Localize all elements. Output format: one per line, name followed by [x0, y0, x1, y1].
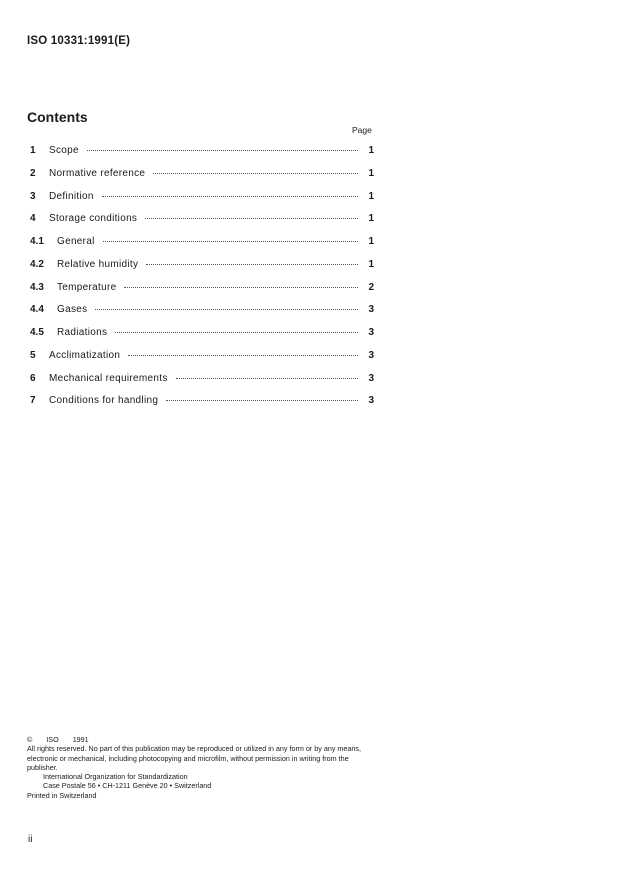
toc-entry-title: Acclimatization: [49, 349, 121, 361]
dot-leader: [145, 218, 358, 219]
toc-entry-acclimatization[interactable]: [30, 350, 374, 373]
dot-leader: [176, 378, 358, 379]
copyright-org: ISO: [46, 735, 59, 744]
toc-entry-number: 5: [30, 349, 36, 361]
table-of-contents: [30, 145, 374, 418]
dot-leader: [153, 173, 358, 174]
toc-entry-temperature[interactable]: [30, 282, 374, 305]
toc-entry-definition[interactable]: [30, 191, 374, 214]
toc-entry-page: 1: [368, 258, 374, 270]
toc-entry-mechanical-requirements[interactable]: [30, 373, 374, 396]
toc-entry-page: 3: [368, 327, 374, 338]
toc-entry-title: Definition: [49, 190, 94, 202]
toc-entry-number: 1: [30, 145, 36, 156]
dot-leader: [115, 332, 358, 333]
toc-entry-storage-conditions[interactable]: [30, 213, 374, 236]
toc-entry-title: General: [57, 236, 95, 247]
dot-leader: [128, 355, 358, 356]
dot-leader: [103, 241, 358, 242]
copyright-symbol: ©: [27, 735, 33, 744]
organization-name: International Organization for Standardization: [43, 772, 188, 782]
toc-entry-page: 1: [368, 190, 374, 202]
organization-address: Case Postale 56 • CH-1211 Genève 20 • Switzerland: [43, 781, 212, 791]
toc-entry-number: 4.3: [30, 281, 44, 293]
toc-entry-title: Temperature: [57, 281, 117, 293]
toc-entry-title: Mechanical requirements: [49, 372, 168, 384]
toc-entry-title: Storage conditions: [49, 213, 138, 225]
page-number: ii: [28, 834, 33, 845]
toc-entry-normative-reference[interactable]: [30, 168, 374, 191]
copyright-line: [27, 735, 377, 744]
contents-heading: Contents: [27, 109, 88, 125]
toc-entry-title: Normative reference: [49, 167, 146, 179]
page-column-label: Page: [352, 125, 372, 135]
toc-entry-page: 1: [368, 167, 374, 179]
toc-entry-page: 3: [368, 372, 374, 384]
dot-leader: [95, 309, 358, 310]
toc-entry-number: 6: [30, 372, 36, 384]
toc-entry-number: 7: [30, 395, 36, 407]
document-identifier: ISO 10331:1991(E): [27, 35, 131, 47]
toc-entry-page: 3: [368, 349, 374, 361]
dot-leader: [146, 264, 358, 265]
toc-entry-general[interactable]: [30, 236, 374, 259]
toc-entry-number: 2: [30, 167, 36, 179]
toc-entry-conditions-for-handling[interactable]: [30, 395, 374, 418]
toc-entry-title: Gases: [57, 304, 88, 316]
dot-leader: [102, 196, 358, 197]
toc-entry-number: 4.4: [30, 304, 44, 316]
dot-leader: [124, 287, 358, 288]
toc-entry-number: 3: [30, 190, 36, 202]
toc-entry-relative-humidity[interactable]: [30, 259, 374, 282]
dot-leader: [87, 150, 358, 151]
toc-entry-scope[interactable]: [30, 145, 374, 168]
toc-entry-title: Scope: [49, 145, 79, 156]
toc-entry-page: 1: [368, 236, 374, 247]
copyright-year: 1991: [72, 735, 89, 744]
copyright-notice: [27, 735, 377, 800]
toc-entry-page: 3: [368, 395, 374, 407]
rights-statement: All rights reserved. No part of this publication may be reproduced or utilized in any form or by any means, electronic or mechanical, including photocopying and microfilm, without permission in writing from the publisher.: [27, 744, 361, 772]
toc-entry-page: 2: [368, 281, 374, 293]
toc-entry-title: Relative humidity: [57, 258, 139, 270]
dot-leader: [166, 400, 358, 401]
toc-entry-page: 1: [368, 145, 374, 156]
toc-entry-number: 4.1: [30, 236, 44, 247]
toc-entry-number: 4.5: [30, 327, 44, 338]
toc-entry-gases[interactable]: [30, 304, 374, 327]
toc-entry-radiations[interactable]: [30, 327, 374, 350]
toc-entry-page: 3: [368, 304, 374, 316]
printed-in: Printed in Switzerland: [27, 790, 97, 800]
toc-entry-page: 1: [368, 213, 374, 225]
toc-entry-title: Conditions for handling: [49, 395, 159, 407]
toc-entry-title: Radiations: [57, 327, 108, 338]
toc-entry-number: 4.2: [30, 258, 44, 270]
toc-entry-number: 4: [30, 213, 36, 225]
